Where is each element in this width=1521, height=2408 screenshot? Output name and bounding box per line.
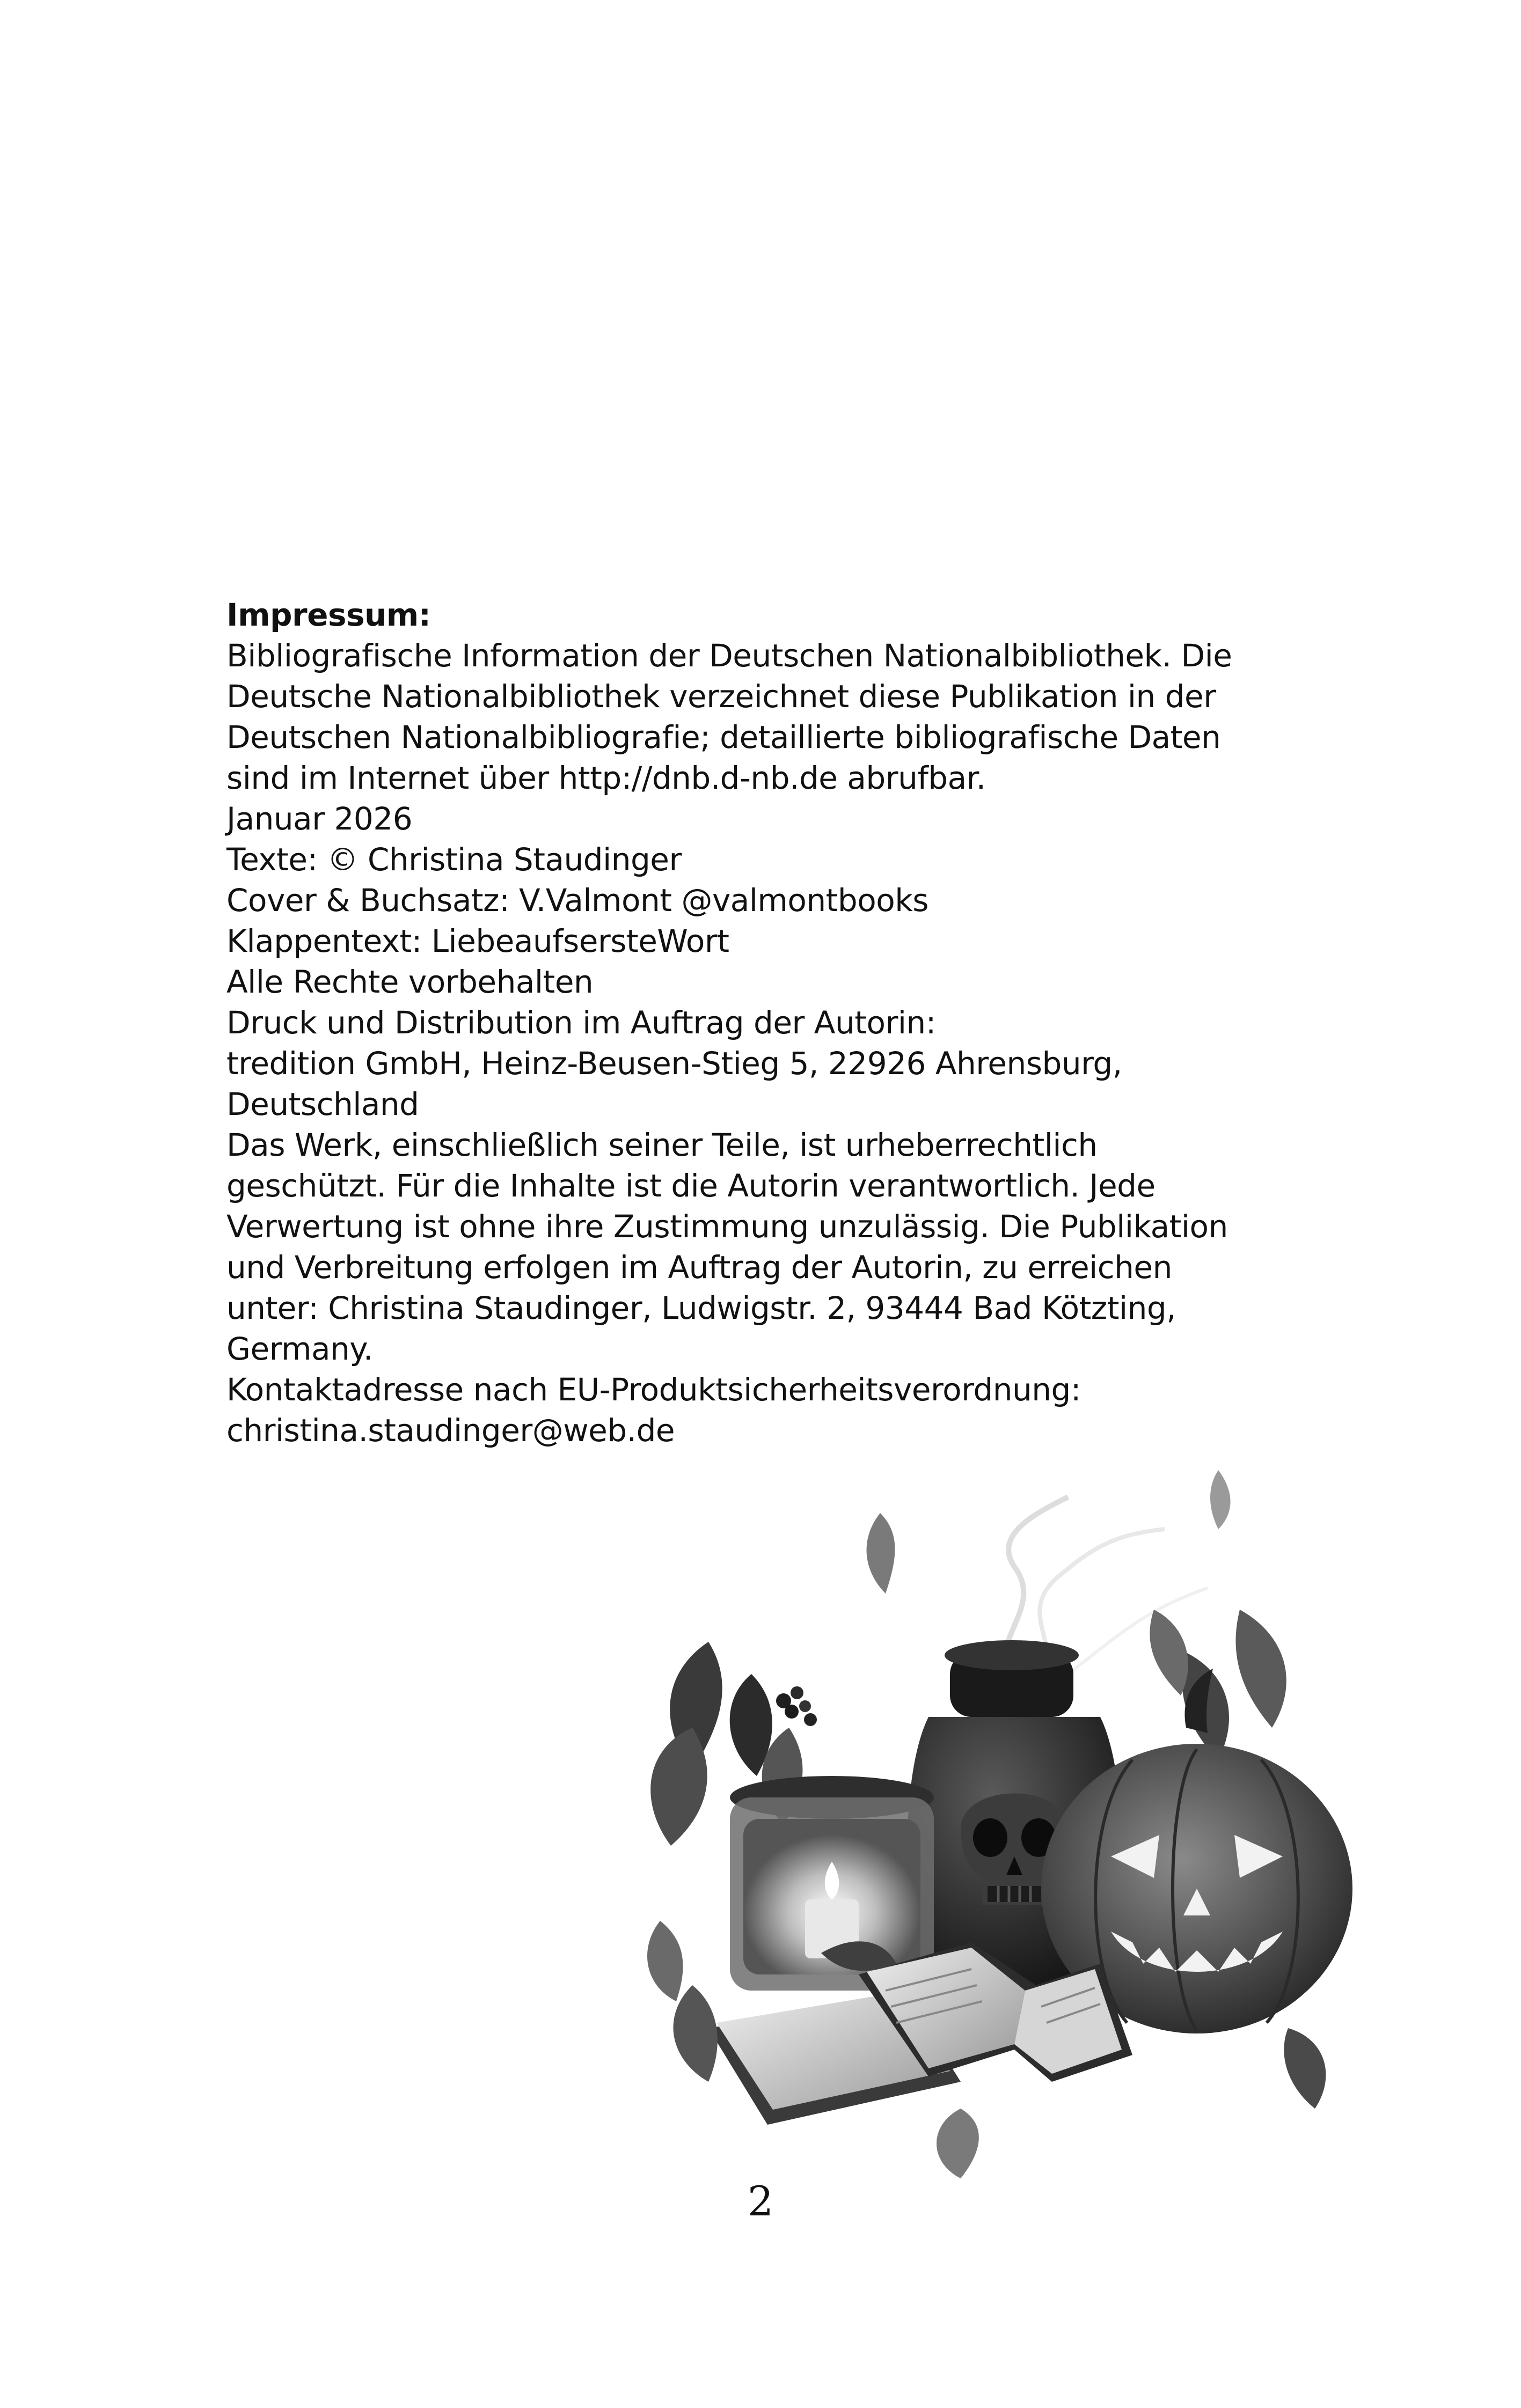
imprint-line: und Verbreitung erfolgen im Auftrag der Autorin, zu erreichen xyxy=(226,1249,1172,1286)
imprint-cover-credit: Cover & Buchsatz: V.Valmont @valmontbooks xyxy=(226,882,929,919)
imprint-rights: Alle Rechte vorbehalten xyxy=(226,964,594,1000)
imprint-line: sind im Internet über http://dnb.d-nb.de abrufbar. xyxy=(226,760,986,796)
imprint-line: Deutsche Nationalbibliothek verzeichnet diese Publikation in der xyxy=(226,678,1216,715)
imprint-line: unter: Christina Staudinger, Ludwigstr. 2, 93444 Bad Kötzting, xyxy=(226,1290,1176,1326)
imprint-date: Januar 2026 xyxy=(226,801,413,837)
imprint-line: Deutschland xyxy=(226,1086,419,1122)
imprint-line: Bibliografische Information der Deutschen Nationalbibliothek. Die xyxy=(226,637,1232,674)
imprint-block xyxy=(226,594,1300,1451)
imprint-texts-credit: Texte: © Christina Staudinger xyxy=(226,841,682,878)
imprint-blurb-credit: Klappentext: LiebeaufsersteWort xyxy=(226,923,729,959)
imprint-line: Deutschen Nationalbibliografie; detaillierte bibliografische Daten xyxy=(226,719,1221,755)
imprint-line: tredition GmbH, Heinz-Beusen-Stieg 5, 22926 Ahrensburg, xyxy=(226,1045,1122,1082)
imprint-heading: Impressum: xyxy=(226,597,431,633)
imprint-line: Druck und Distribution im Auftrag der Autorin: xyxy=(226,1004,936,1041)
halloween-still-life-icon xyxy=(628,1449,1358,2189)
imprint-line: Kontaktadresse nach EU-Produktsicherheitsverordnung: xyxy=(226,1371,1081,1408)
imprint-line: Verwertung ist ohne ihre Zustimmung unzulässig. Die Publikation xyxy=(226,1208,1228,1245)
imprint-line: Germany. xyxy=(226,1331,373,1367)
page-number: 2 xyxy=(747,2177,774,2225)
imprint-line: geschützt. Für die Inhalte ist die Autorin verantwortlich. Jede xyxy=(226,1168,1156,1204)
imprint-line: Das Werk, einschließlich seiner Teile, ist urheberrechtlich xyxy=(226,1127,1098,1163)
imprint-email: christina.staudinger@web.de xyxy=(226,1412,675,1449)
